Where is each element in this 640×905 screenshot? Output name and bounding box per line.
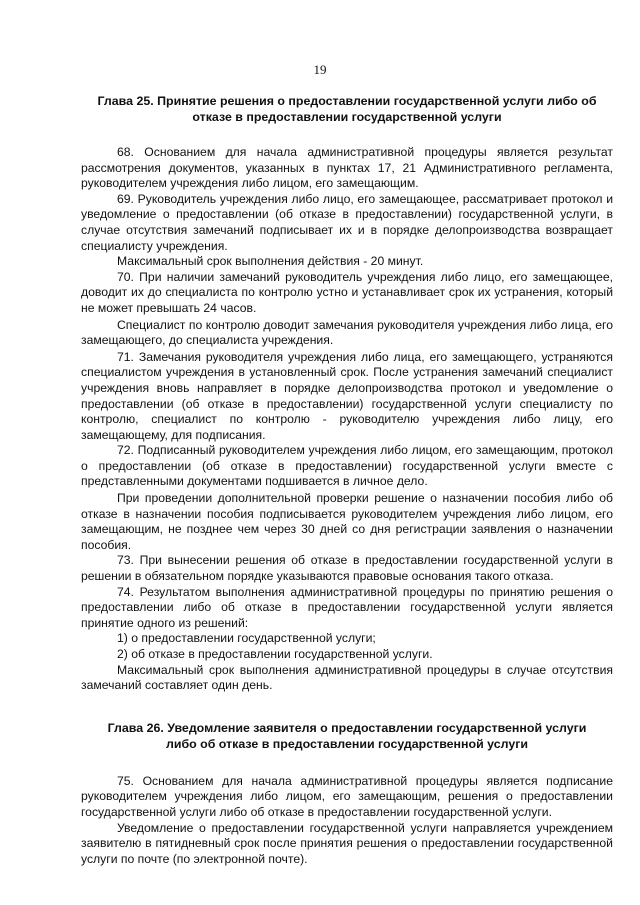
paragraph-71: 71. Замечания руководителя учреждения либо лица, его замещающего, устраняются специалистом учреждения в установленный срок. После устранения замечаний специалист учреждения вновь направляет в порядке делопроизводства протокол и уведомление о предоставлении (об отказе в предоставлении) государственной услуги специалисту по контролю, специалист по контролю - руководителю учреждения либо лицу, его замещающему, для подписания.	[81, 349, 613, 442]
chapter-26-heading: Глава 26. Уведомление заявителя о предоставлении государственной услуги либо об отказе в предоставлении государственной услуги	[107, 720, 587, 751]
paragraph-72: 72. Подписанный руководителем учреждения либо лицом, его замещающим, протокол о предоставлении (об отказе в предоставлении) государственной услуги вместе с представленными документами подшивается в личное дело.	[81, 443, 613, 489]
paragraph-75: 75. Основанием для начала административной процедуры является подписание руководителем учреждения либо лицом, его замещающим, решения о предоставлении государственной услуги либо об отказе в предоставлении государственной услуги.	[81, 773, 613, 819]
paragraph-73: 73. При вынесении решения об отказе в предоставлении государственной услуги в решении в обязательном порядке указываются правовые основания такого отказа.	[81, 553, 613, 584]
paragraph-68: 68. Основанием для начала административной процедуры является результат рассмотрения документов, указанных в пунктах 17, 21 Административного регламента, руководителем учреждения либо лицом, его замещающим.	[81, 145, 613, 191]
paragraph-74-deadline: Максимальный срок выполнения административной процедуры в случае отсутствия замечаний составляет один день.	[81, 662, 613, 693]
paragraph-74: 74. Результатом выполнения административной процедуры по принятию решения о предоставлении либо об отказе в предоставлении государственной услуги является принятие одного из решений:	[81, 584, 613, 630]
paragraph-69: 69. Руководитель учреждения либо лицо, его замещающее, рассматривает протокол и уведомление о предоставлении (об отказе в предоставлении) государственной услуги, в случае отсутствия замечаний подписывает их и в порядке делопроизводства возвращает специалисту учреждения.	[81, 191, 613, 253]
page-number: 19	[313, 62, 327, 77]
list-item-2: 2) об отказе в предоставлении государственной услуги.	[117, 647, 433, 661]
list-item-1: 1) о предоставлении государственной услуги;	[117, 631, 376, 646]
paragraph-70-followup: Специалист по контролю доводит замечания руководителя учреждения либо лица, его замещающего, до специалиста учреждения.	[81, 317, 613, 348]
document-body	[81, 93, 613, 867]
paragraph-70: 70. При наличии замечаний руководитель учреждения либо лицо, его замещающее, доводит их до специалиста по контролю устно и устанавливает срок их устранения, который не может превышать 24 часов.	[81, 269, 613, 315]
chapter-25-heading: Глава 25. Принятие решения о предоставлении государственной услуги либо об отказе в предоставлении государственной услуги	[97, 94, 597, 124]
paragraph-69-deadline: Максимальный срок выполнения действия - 20 минут.	[117, 254, 424, 269]
paragraph-75-notification: Уведомление о предоставлении государственной услуги направляется учреждением заявителю в пятидневный срок после принятия решения о предоставлении государственной услуги по почте (по электронной почте).	[81, 820, 613, 866]
paragraph-72-additional-check: При проведении дополнительной проверки решение о назначении пособия либо об отказе в назначении пособия подписывается руководителем учреждения либо лицом, его замещающим, не позднее чем через 30 дней со дня регистрации заявления о назначении пособия.	[81, 491, 613, 552]
